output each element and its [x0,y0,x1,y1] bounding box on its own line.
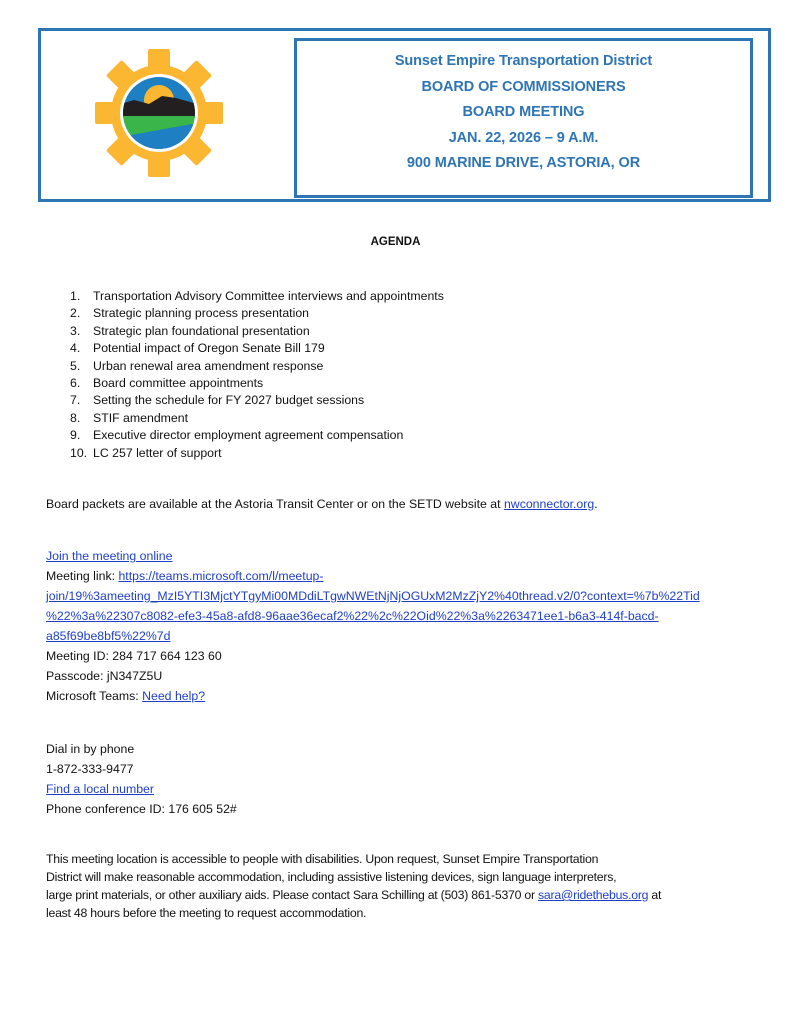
board-packets-note [46,494,598,514]
agenda-item [70,445,444,462]
find-local-number-link[interactable]: Find a local number [46,782,154,796]
agenda-item-text: Executive director employment agreement compensation [93,428,404,443]
agenda-item-text: Strategic planning process presentation [93,306,310,321]
dial-in-number: 1-872-333-9477 [46,762,134,776]
dial-in-section [46,739,237,819]
join-meeting-link[interactable]: Join the meeting online [46,549,173,563]
accessibility-line: large print materials, or other auxiliary aids. Please contact Sara Schilling at (503) 861-5370 or [46,888,538,902]
meeting-url-line-1[interactable]: https://teams.microsoft.com/l/meetup- [118,569,324,583]
agenda-item [70,392,444,409]
agenda-item-number: 6. [70,376,81,391]
agenda-item-number: 5. [70,358,81,373]
agenda-item-text: Board committee appointments [93,376,264,391]
contact-email-link[interactable]: sara@ridethebus.org [537,888,649,902]
agenda-item [70,358,444,375]
meeting-link-label: Meeting link: [46,569,119,583]
agenda-item [70,410,444,427]
agenda-item-number: 9. [70,428,81,443]
agenda-item [70,288,444,305]
phone-conference-id: Phone conference ID: 176 605 52# [46,802,237,816]
agenda-title: AGENDA [370,236,421,248]
agenda-item-text: Setting the schedule for FY 2027 budget sessions [93,393,365,408]
agenda-item-number: 1. [70,289,81,303]
agenda-item-text: Transportation Advisory Committee interviews and appointments [93,289,444,303]
meeting-header [294,38,753,198]
need-help-link[interactable]: Need help? [142,689,206,703]
meeting-location: 900 MARINE DRIVE, ASTORIA, OR [406,155,641,171]
accessibility-line: This meeting location is accessible to people with disabilities. Upon request, Sunset Empire Transportation [46,852,599,866]
agenda-item [70,340,444,357]
gear-sunset-logo-icon [94,48,224,178]
agenda-item-number: 3. [70,323,81,338]
board-packets-text: Board packets are available at the Astoria Transit Center or on the SETD website at [46,497,504,511]
agenda-list [70,288,444,462]
agenda-item [70,427,444,444]
nwconnector-link[interactable]: nwconnector.org [503,497,595,511]
accessibility-notice [46,850,746,922]
meeting-type: BOARD MEETING [462,104,585,120]
agenda-item-number: 7. [70,393,81,408]
organization-name: Sunset Empire Transportation District [394,53,653,69]
online-meeting-section [46,546,756,706]
agenda-item-text: LC 257 letter of support [93,445,222,460]
meeting-url-line-3[interactable]: %22%3a%22307c8082-efe3-45a8-afd8-96aae36ecaf2%22%2c%22Oid%22%3a%2263471ee1-b6a3-414f-bacd- [46,609,659,623]
agenda-item [70,305,444,322]
board-name: BOARD OF COMMISSIONERS [421,78,626,95]
agenda-item [70,323,444,340]
dial-in-title: Dial in by phone [46,742,135,756]
board-packets-period: . [594,497,598,511]
agenda-item-number: 2. [70,306,81,321]
accessibility-line-trailing: at [648,888,662,902]
accessibility-line: least 48 hours before the meeting to request accommodation. [46,906,367,920]
agenda-item-text: Urban renewal area amendment response [93,358,324,373]
meeting-id: Meeting ID: 284 717 664 123 60 [46,649,222,663]
meeting-url-line-2[interactable]: join/19%3ameeting_MzI5YTI3MjctYTgyMi00MDdiLTgwNWEtNjNjOGUxM2MzZjY2%40thread.v2/0?context=%7b%22Tid [46,589,700,603]
agenda-item-number: 8. [70,410,81,425]
agenda-item-text: Strategic plan foundational presentation [93,323,310,338]
meeting-passcode: Passcode: jN347Z5U [46,669,163,683]
agenda-item [70,375,444,392]
agenda-item-text: Potential impact of Oregon Senate Bill 179 [93,341,325,356]
meeting-date-time: JAN. 22, 2026 – 9 A.M. [448,129,599,146]
meeting-url-line-4[interactable]: a85f69be8bf5%22%7d [46,629,171,643]
agenda-item-number: 10. [70,445,88,460]
agenda-item-text: STIF amendment [93,410,188,425]
teams-label: Microsoft Teams: [46,689,143,703]
accessibility-line: District will make reasonable accommodation, including assistive listening devices, sign language interpreters, [46,870,617,884]
agenda-item-number: 4. [70,341,81,356]
